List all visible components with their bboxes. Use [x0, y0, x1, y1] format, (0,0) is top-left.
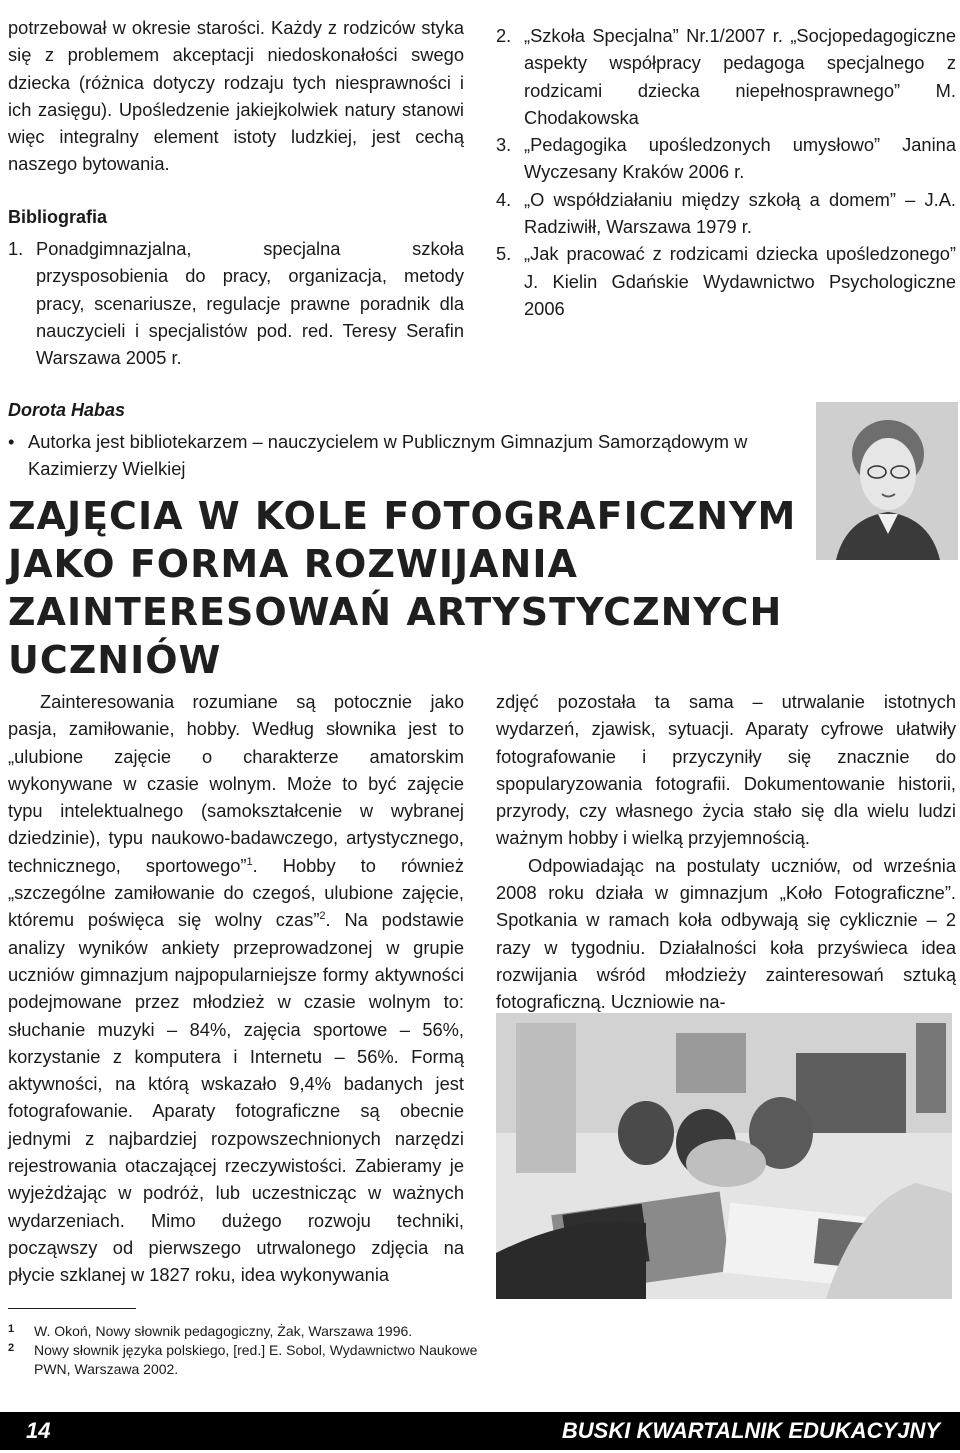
bibliography-item: [496, 186, 956, 241]
page-number: 14: [26, 1418, 51, 1443]
bullet-icon: •: [8, 431, 15, 452]
item-text: „Jak pracować z rodzicami dziecka upośledzonego” J. Kielin Gdańskie Wydawnictwo Psychologiczne 2006: [524, 243, 956, 319]
article-text: . Na podstawie analizy wyników ankiety przeprowadzonej w grupie uczniów gimnazjum najpopularniejsze formy aktywności podejmowane przez młodzież w czasie wolnym to: słuchanie muzyki – 84%, zajęcia sportowe – 56%, korzystanie z komputera i Internetu – 56%. Formą aktywności, na którą wskazało 9,4% badanych jest fotografowanie. Aparaty fotograficzne są obecnie jednymi z najbardziej rozpowszechnionych narzędzi rejestrowania otaczającej rzeczywistości. Zabieramy je wyjeżdżając w podróż, lub uczestnicząc w ważnych wydarzeniach. Mimo dużego rozwoju techniki, począwszy od pierwszego utrwalonego zdjęcia na płycie szklanej w 1827 roku, idea wykonywania: [8, 909, 464, 1286]
bibliography-item: [496, 240, 956, 322]
footnote: [8, 1322, 478, 1341]
footnote-ref: 1: [246, 855, 253, 868]
footnote-divider: [8, 1308, 136, 1309]
item-text: „Szkoła Specjalna” Nr.1/2007 r. „Socjopedagogiczne aspekty współpracy pedagoga specjalnego z rodzicami dziecka niepełnosprawnego” M. Chodakowska: [524, 25, 956, 128]
footnote-text: W. Okoń, Nowy słownik pedagogiczny, Żak, Warszawa 1996.: [34, 1323, 413, 1339]
item-text: „O współdziałaniu między szkołą a domem” – J.A. Radziwiłł, Warszawa 1979 r.: [524, 188, 956, 238]
item-number: 1.: [8, 238, 24, 260]
article-paragraph: Odpowiadając na postulaty uczniów, od września 2008 roku działa w gimnazjum „Koło Fotograficzne”. Spotkania w ramach koła odbywają się cyklicznie – 2 razy w tygodniu. Działalności koła przyświeca idea rozwijania wśród młodzieży zainteresowań sztuką fotograficzną. Uczniowie na-: [496, 854, 956, 1013]
article-paragraph: [8, 688, 464, 1289]
top-left-column: [8, 14, 464, 372]
footnote-mark: 2: [8, 1342, 15, 1354]
author-note: [8, 428, 768, 482]
item-text: Ponadgimnazjalna, specjalna szkoła przysposobienia do pracy, organizacja, metody pracy, scenariusze, regulacje prawne poradnik dla nauczycieli i specjalistów pod. red. Teresy Serafin Warszawa 2005 r.: [36, 238, 464, 369]
article-left-column: [8, 688, 464, 1289]
journal-name: BUSKI KWARTALNIK EDUKACYJNY: [561, 1418, 940, 1443]
article-text: . Hobby to również „szczególne zamiłowanie do czegoś, ulubione zajęcie, któremu poświęca się wolny czas”: [8, 854, 464, 931]
bibliography-list-left: [8, 235, 464, 371]
article-paragraph: zdjęć pozostała ta sama – utrwalanie istotnych wydarzeń, zjawisk, sytuacji. Aparaty cyfrowe ułatwiły fotografowanie i przyczyniły się znacznie do spopularyzowania fotografii. Dokumentowanie historii, przyrody, czy własnego życia stało się dla wielu ludzi ważnym hobby i wielką przyjemnością.: [496, 691, 956, 849]
bibliography-item: [496, 22, 956, 131]
footnote-text: Nowy słownik języka polskiego, [red.] E. Sobol, Wydawnictwo Naukowe PWN, Warszawa 2002.: [34, 1342, 478, 1377]
item-number: 2.: [496, 25, 512, 46]
author-name: Dorota Habas: [8, 400, 126, 420]
article-right-column: [496, 688, 956, 1016]
item-number: 5.: [496, 243, 512, 265]
page-footer: [0, 1412, 960, 1450]
intro-paragraph: potrzebował w okresie starości. Każdy z rodziców styka się z problemem akceptacji niedoskonałości swego dziecka (różnica dotyczy rodzaju tych niesprawności i ich zasięgu). Upośledzenie jakiejkolwiek natury stanowi więc integralny element istoty ludzkiej, jest cechą naszego bytowania.: [8, 17, 464, 175]
bibliography-list-right: [496, 22, 956, 322]
footnote-ref: 2: [319, 910, 326, 923]
article-text: Zainteresowania rozumiane są potocznie jako pasja, zamiłowanie, hobby. Według słownika jest to „ulubione zajęcie o charakterze amatorskim wykonywane w czasie wolnym. Może to być zajęcie typu intelektualnego (samokształcenie w wybranej dziedzinie), typu naukowo-badawczego, artystycznego, technicznego, sportowego”: [8, 691, 464, 876]
bibliography-item: [496, 131, 956, 186]
item-number: 4.: [496, 188, 512, 210]
item-text: „Pedagogika upośledzonych umysłowo” Janina Wyczesany Kraków 2006 r.: [524, 134, 956, 183]
author-portrait-image: [816, 402, 958, 560]
students-photo-image: [496, 1013, 952, 1299]
bibliography-heading: Bibliografia: [8, 206, 108, 227]
top-right-column: [496, 22, 956, 322]
footnote-mark: 1: [8, 1323, 15, 1335]
article-title: ZAJĘCIA W KOLE FOTOGRAFICZNYM JAKO FORMA ROZWIJANIA ZAINTERESOWAŃ ARTYSTYCZNYCH UCZNIÓW: [8, 494, 797, 682]
footnote: [8, 1341, 478, 1379]
author-note-text: Autorka jest bibliotekarzem – nauczycielem w Publicznym Gimnazjum Samorządowym w Kazimierzy Wielkiej: [28, 431, 748, 479]
item-number: 3.: [496, 134, 512, 156]
bibliography-item: [8, 235, 464, 371]
